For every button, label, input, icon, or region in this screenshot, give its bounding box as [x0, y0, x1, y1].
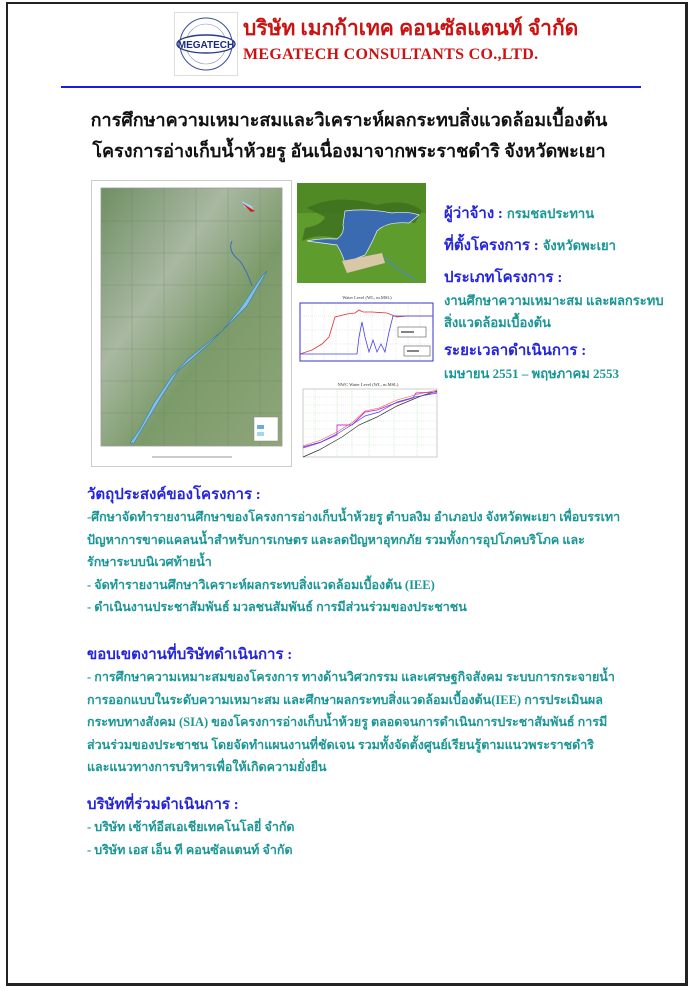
client-row — [444, 201, 594, 225]
partner-item: - บริษัท เซ้าท์อีสเอเชียเทคโนโลยี่ จำกัด — [87, 820, 295, 834]
objectives-line: - ดำเนินงานประชาสัมพันธ์ มวลชนสัมพันธ์ การมีส่วนร่วมของประชาชน — [87, 600, 467, 614]
location-row — [444, 233, 616, 257]
type-value-line2: สิ่งแวดล้อมเบื้องต้น — [444, 315, 551, 330]
scope-line: ส่วนร่วมของประชาชน โดยจัดทำแผนงานที่ชัดเจน รวมทั้งจัดตั้งศูนย์เรียนรู้ตามแนวพระราชดำริ — [87, 737, 594, 752]
logo-emblem-icon — [175, 13, 237, 75]
chart2-title: NWC Water Level (WL, m.MSL) — [337, 382, 399, 387]
partner-item: - บริษัท เอส เอ็น ที คอนซัลแตนท์ จำกัด — [87, 842, 293, 857]
scope-line: และแนวทางการบริหารเพื่อให้เกิดความยั่งยืน — [87, 760, 327, 774]
type-row — [444, 265, 562, 289]
scope-line: กระทบทางสังคม (SIA) ของโครงการอ่างเก็บน้ำห้วยรู ตลอดจนการดำเนินการประชาสัมพันธ์ การมี — [87, 715, 608, 729]
client-value: กรมชลประทาน — [506, 206, 595, 221]
type-value-line1: งานศึกษาความเหมาะสม และผลกระทบ — [444, 293, 664, 308]
scope-heading: ขอบเขตงานที่บริษัทดำเนินการ : — [87, 647, 293, 663]
scope-line: การออกแบบในระดับความเหมาะสม และศึกษาผลกระทบสิ่งแวดล้อมเบื้องต้น(IEE) การประเมินผล — [87, 692, 603, 707]
company-name-thai: บริษัท เมกก้าเทค คอนซัลแตนท์ จำกัด — [243, 16, 579, 40]
page-title-line2: โครงการอ่างเก็บน้ำห้วยรู อันเนื่องมาจากพระราชดำริ จังหวัดพะเยา — [92, 141, 606, 161]
partners-section — [87, 794, 647, 861]
cumulative-water-level-chart — [297, 380, 439, 470]
period-value: เมษายน 2551 – พฤษภาคม 2553 — [444, 366, 620, 381]
location-value: จังหวัดพะเยา — [542, 238, 616, 253]
type-label: ประเภทโครงการ : — [444, 270, 563, 286]
period-row — [444, 338, 586, 362]
objectives-line: ปัญหาการขาดแคลนน้ำสำหรับการเกษตร และลดปัญหาอุทกภัย รวมทั้งการอุปโภคบริโภค และ — [87, 532, 585, 547]
location-label: ที่ตั้งโครงการ : — [444, 238, 539, 254]
project-map-image — [91, 180, 292, 467]
objectives-section — [87, 484, 647, 619]
objectives-line: -ศึกษาจัดทำรายงานศึกษาของโครงการอ่างเก็บน้ำห้วยรู ตำบลงิม อำเภอปง จังหวัดพะเยา เพื่อบรรเทา — [87, 510, 621, 524]
partners-heading: บริษัทที่ร่วมดำเนินการ : — [87, 797, 239, 813]
page-title-line1: การศึกษาความเหมาะสมและวิเคราะห์ผลกระทบสิ่งแวดล้อมเบื้องต้น — [90, 110, 608, 130]
client-label: ผู้ว่าจ้าง : — [444, 206, 503, 222]
period-label: ระยะเวลาดำเนินการ : — [444, 343, 587, 359]
scope-section — [87, 644, 647, 779]
objectives-heading: วัตถุประสงค์ของโครงการ : — [87, 487, 261, 503]
chart1-title: Water Level (WL, m.MSL) — [342, 295, 392, 300]
reservoir-render-image — [297, 183, 426, 283]
logo-text: MEGATECH — [177, 40, 235, 51]
megatech-logo — [174, 12, 238, 76]
company-name-english: MEGATECH CONSULTANTS CO.,LTD. — [243, 46, 539, 63]
header-divider — [61, 86, 641, 88]
water-level-chart — [297, 292, 437, 372]
scope-line: - การศึกษาความเหมาะสมของโครงการ ทางด้านวิศวกรรม และเศรษฐกิจสังคม ระบบการกระจายน้ำ — [87, 670, 615, 684]
objectives-line: รักษาระบบนิเวศท้ายน้ำ — [87, 555, 212, 569]
objectives-line: - จัดทำรายงานศึกษาวิเคราะห์ผลกระทบสิ่งแวดล้อมเบื้องต้น (IEE) — [87, 577, 435, 592]
